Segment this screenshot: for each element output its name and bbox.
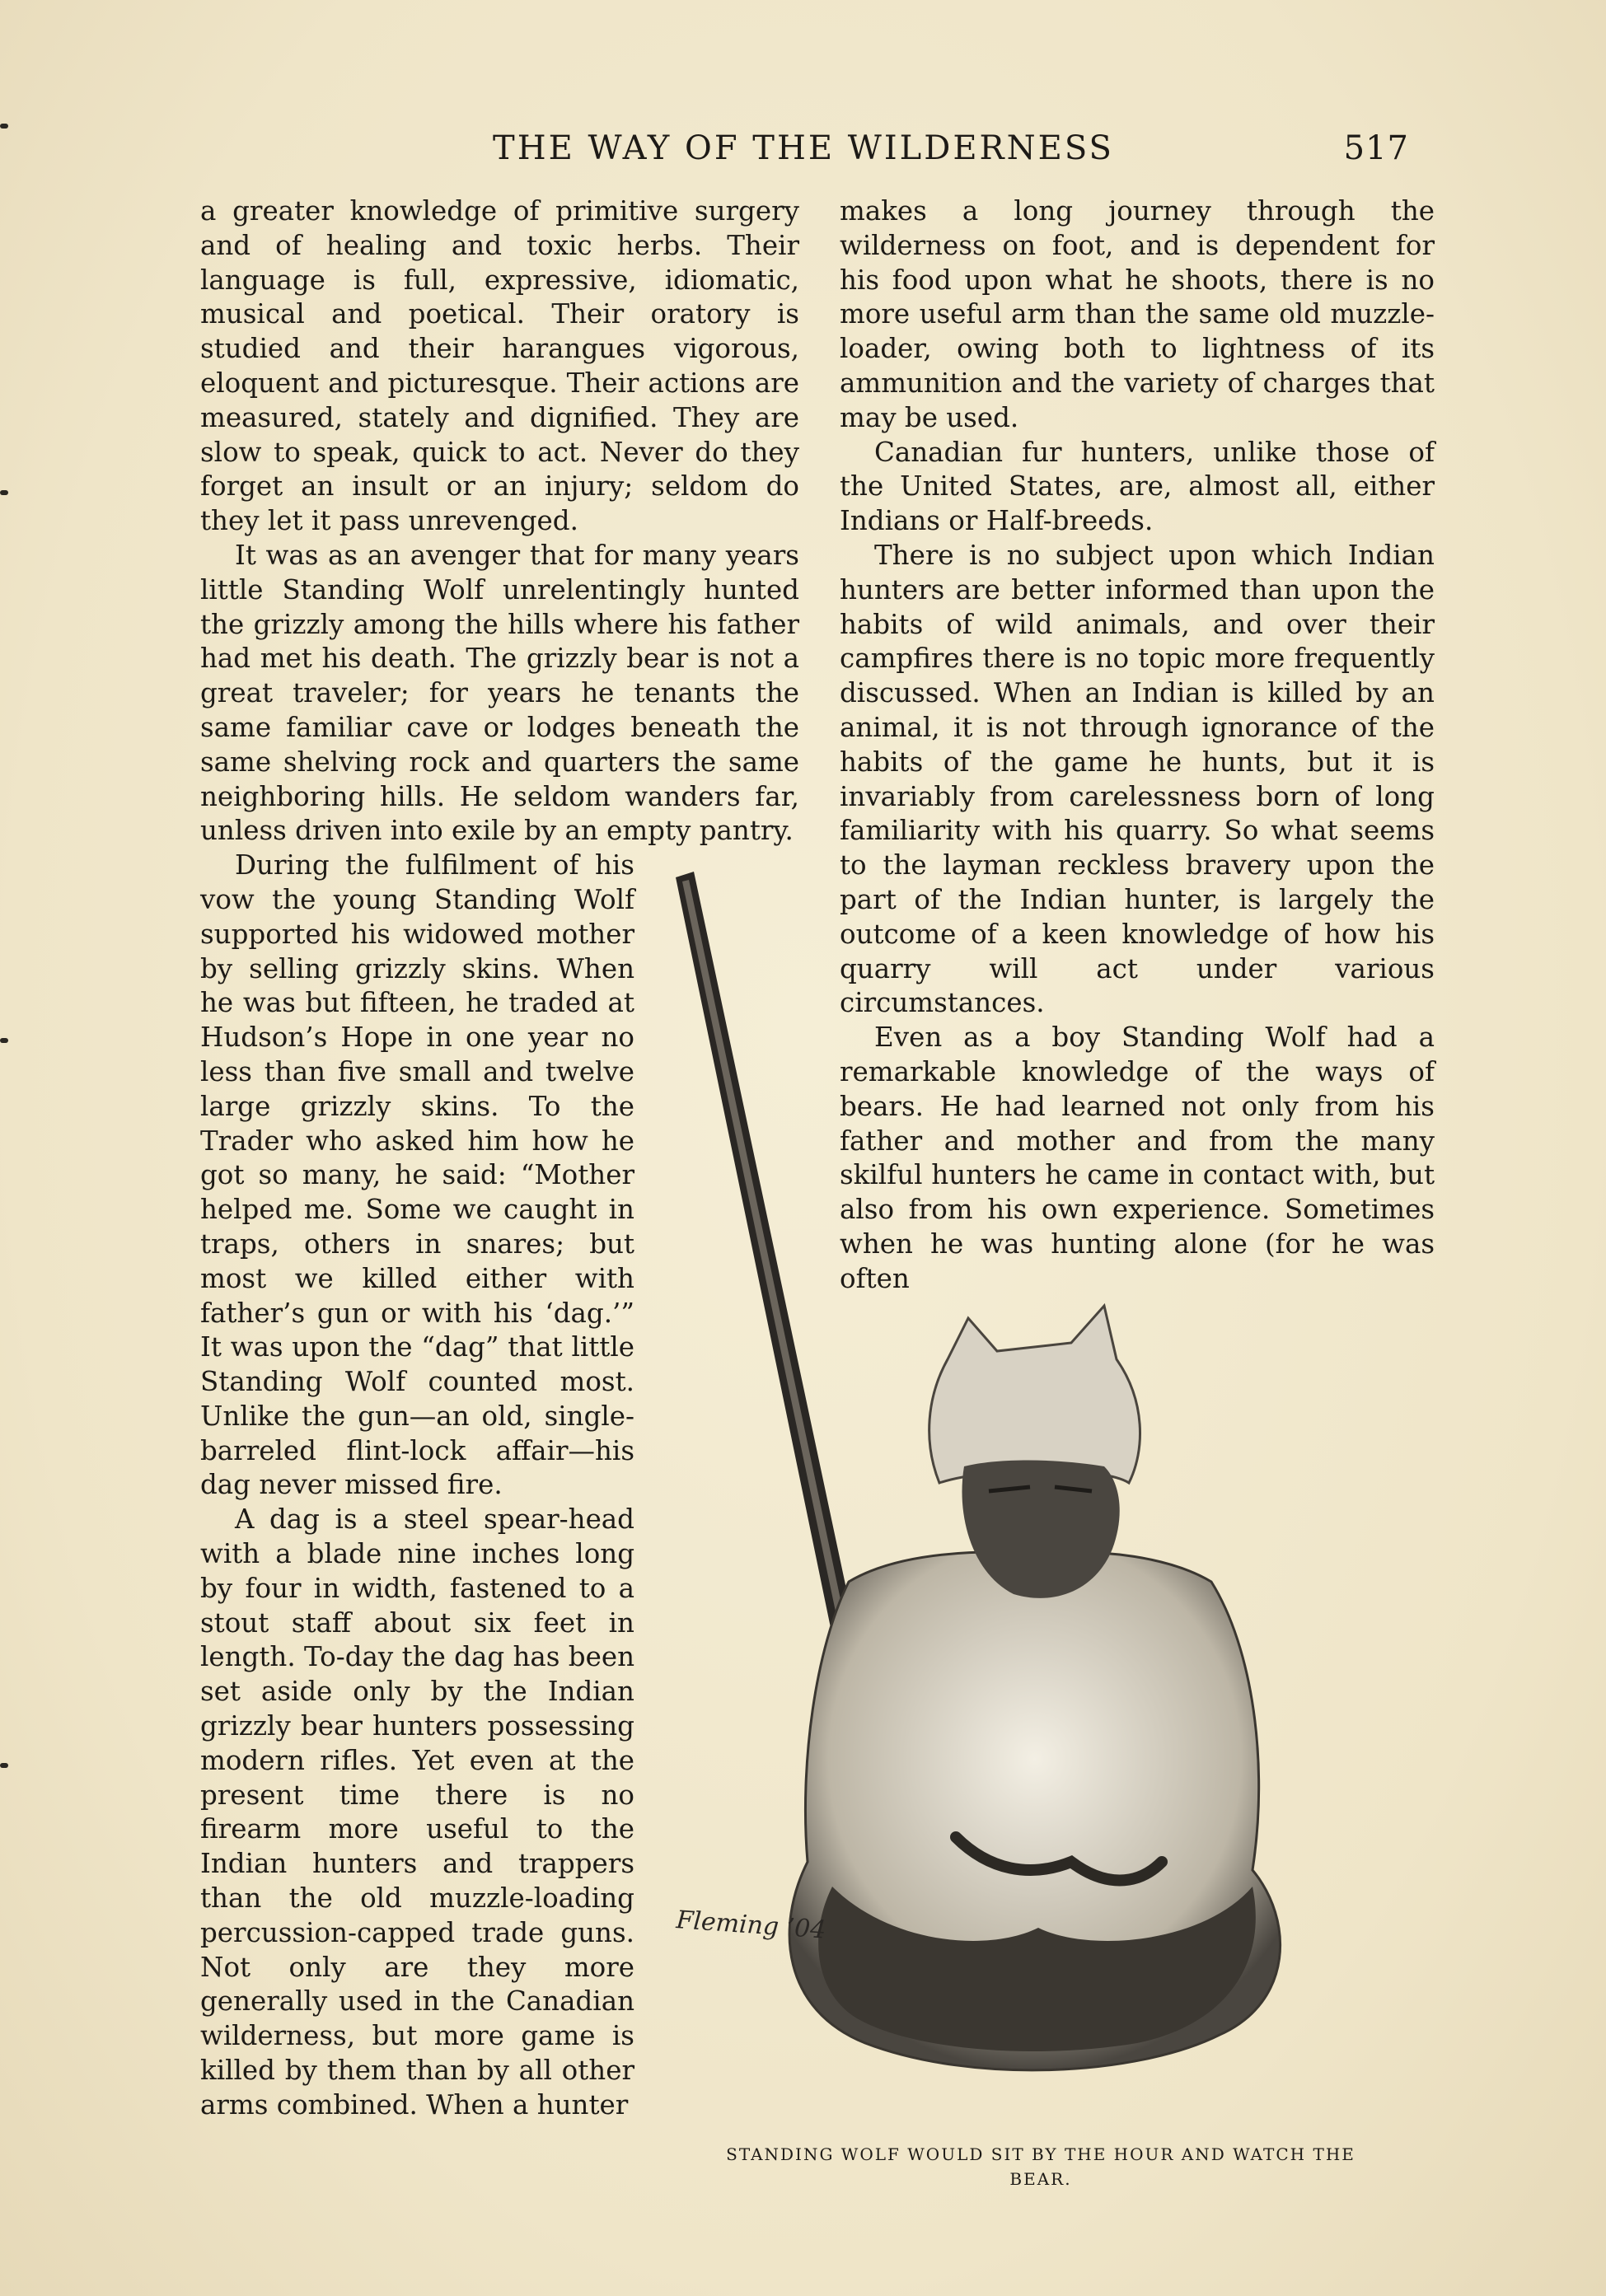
running-head (198, 124, 1409, 173)
right-paragraph-4: Even as a boy Standing Wolf had a remarkable knowledge of the ways of bears. He had learned not only from his father and mother and from the many skilful hunters he came in contact with, but also from his own experience. Sometimes when he was hunting alone (for he was often (840, 1022, 1435, 1294)
hunter-figure (789, 1306, 1280, 2070)
left-paragraph-1: a greater knowledge of primitive surgery and of healing and toxic herbs. Their language is full, expressive, idiomatic, musical and poetical. Their oratory is studied and their harangues vigorous, eloquent and picturesque. Their actions are measured, stately and dignified. They are slow to speak, quick to act. Never do they forget an insult or an injury; seldom do they let it pass unrevenged. (200, 195, 799, 537)
right-paragraph-1: makes a long journey through the wilderness on foot, and is dependent for his food upon what he shoots, there is no more useful arm than the same old muzzle-loader, owing both to lightness of its ammunition and the variety of charges that may be used. (840, 195, 1435, 433)
illustration-caption: STANDING WOLF WOULD SIT BY THE HOUR AND WATCH THE BEAR. (726, 2144, 1356, 2189)
page-number: 517 (1343, 129, 1409, 167)
standing-wolf-illustration (643, 857, 1409, 2109)
edge-mark (0, 124, 8, 129)
left-paragraph-2: It was as an avenger that for many years little Standing Wolf unrelentingly hunted the grizzly among the hills where his father had met his death. The grizzly bear is not a great traveler; for years he tenants the same familiar cave or lodges beneath the same shelving rock and quarters the same neighboring hills. He seldom wanders far, unless driven into exile by an empty pantry. (200, 539, 799, 847)
edge-mark (0, 1763, 8, 1768)
artist-signature: Fleming ’04 (675, 1906, 827, 1945)
right-paragraph-3: There is no subject upon which Indian hunters are better informed than upon the habits of wild animals, and over their campfires there is no topic more frequently discussed. When an Indian is killed by an animal, it is not through ignorance of the habits of the game he hunts, but it is invariably from carelessness born of long familiarity with his quarry. So what seems to the layman reckless bravery upon the part of the Indian hunter, is largely the outcome of a keen knowledge of how his quarry will act under various circumstances. (840, 539, 1435, 1019)
edge-mark (0, 1038, 8, 1043)
left-paragraph-3: During the fulfilment of his vow the young Standing Wolf supported his widowed mother by selling grizzly skins. When he was but fifteen, he traded at Hudson’s Hope in one year no less than five small and twelve large grizzly skins. To the Trader who asked him how he got so many, he said: “Mother helped me. Some we caught in traps, others in snares; but most we killed either with father’s gun or with his ‘dag.’” It was upon the “dag” that little Standing Wolf counted most. Unlike the gun—an old, single-barreled flint-lock affair—his dag never missed fire. (200, 849, 634, 1501)
right-paragraph-2: Canadian fur hunters, unlike those of the United States, are, almost all, either Indians or Half-breeds. (840, 436, 1435, 537)
edge-mark (0, 490, 8, 495)
running-title: THE WAY OF THE WILDERNESS (493, 129, 1114, 167)
left-paragraph-4: A dag is a steel spear-head with a blade nine inches long by four in width, fastened to a stout staff about six feet in length. To-day the dag has been set aside only by the Indian grizzly bear hunters possessing modern rifles. Yet even at the present time there is no firearm more useful to the Indian hunters and trappers than the old muzzle-loading percussion-capped trade guns. Not only are they more generally used in the Canadian wilderness, but more game is killed by them than by all other arms combined. When a hunter (200, 1503, 634, 2121)
